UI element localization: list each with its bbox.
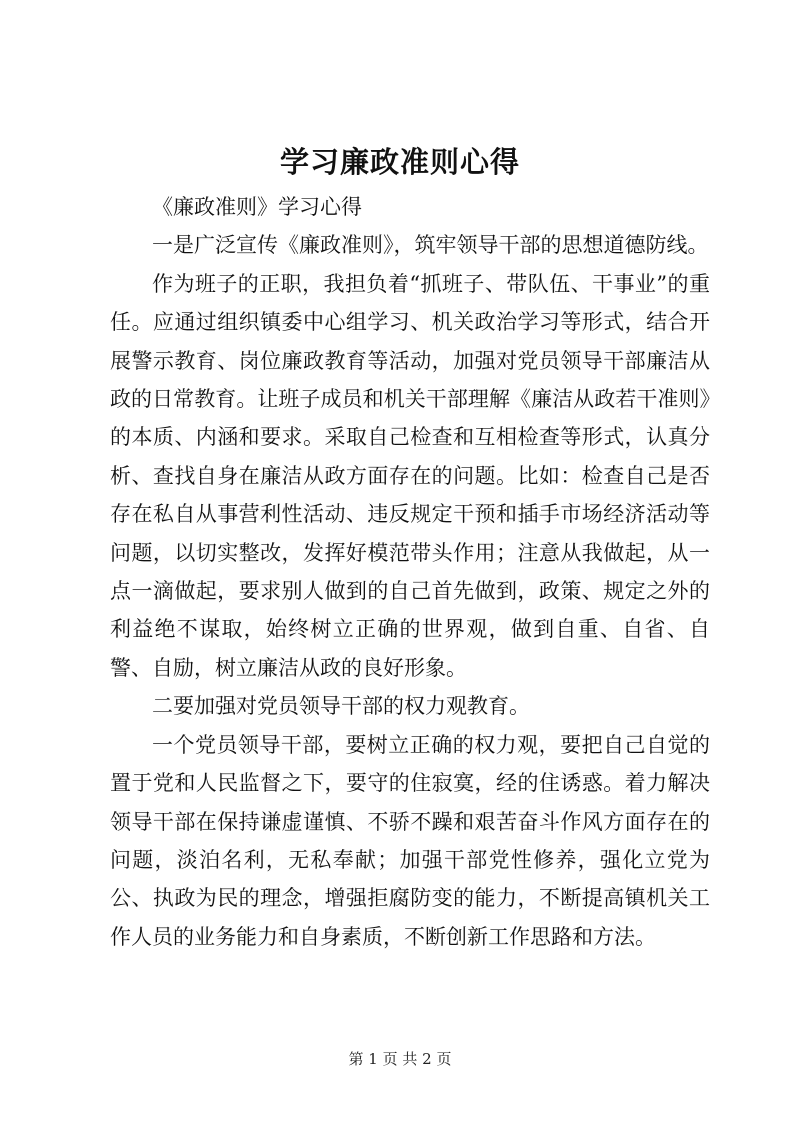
paragraph-point-two-body: 一个党员领导干部，要树立正确的权力观，要把自己自觉的置于党和人民监督之下，要守的住寂寞，经的住诱惑。着力解决领导干部在保持谦虚谨慎、不骄不躁和艰苦奋斗作风方面存在的问题，淡泊名利，无私奉献；加强干部党性修养，强化立党为公、执政为民的理念，增强拒腐防变的能力，不断提高镇机关工作人员的业务能力和自身素质，不断创新工作思路和方法。 (110, 732, 710, 949)
paragraph-point-one-body: 作为班子的正职，我担负着“抓班子、带队伍、干事业”的重任。应通过组织镇委中心组学习、机关政治学习等形式，结合开展警示教育、岗位廉政教育等活动，加强对党员领导干部廉洁从政的日常教育。让班子成员和机关干部理解《廉洁从政若干准则》的本质、内涵和要求。采取自己检查和互相检查等形式，认真分析、查找自身在廉洁从政方面存在的问题。比如：检查自己是否存在私自从事营利性活动、违反规定干预和插手市场经济活动等问题，以切实整改，发挥好模范带头作用；注意从我做起，从一点一滴做起，要求别人做到的自己首先做到，政策、规定之外的利益绝不谋取，始终树立正确的世界观，做到自重、自省、自警、自励，树立廉洁从政的良好形象。 (110, 271, 710, 680)
paragraph-point-two-heading: 二要加强对党员领导干部的权力观教育。 (152, 694, 530, 719)
page-title: 学习廉政准则心得 (279, 145, 520, 179)
page-number-footer: 第 1 页 共 2 页 (348, 1050, 452, 1068)
paragraph-subtitle: 《廉政准则》学习心得 (152, 195, 362, 219)
paragraph-point-one-heading: 一是广泛宣传《廉政准则》，筑牢领导干部的思想道德防线。 (152, 233, 709, 258)
document-body (110, 188, 710, 956)
